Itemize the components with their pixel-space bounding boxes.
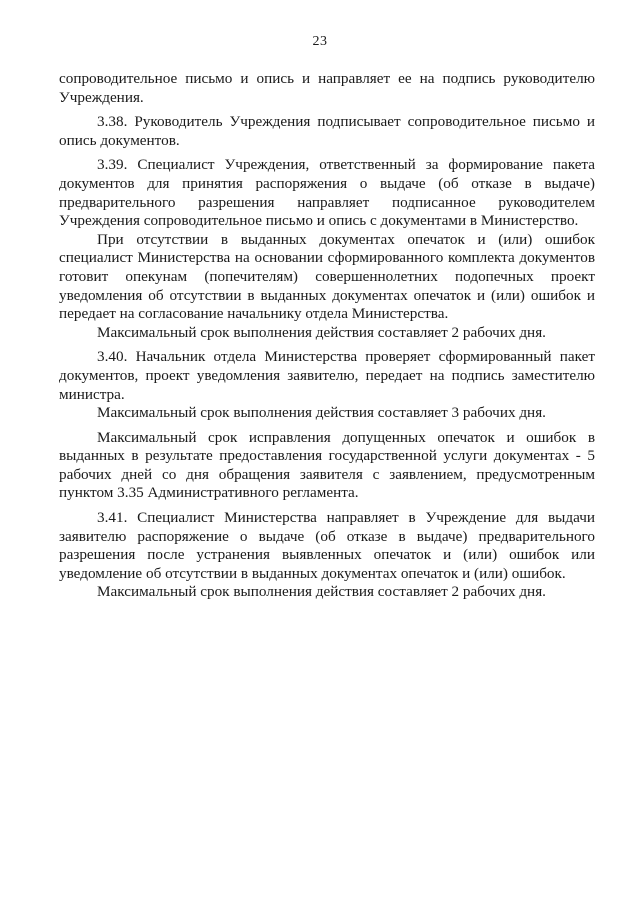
paragraph-3-38: 3.38. Руководитель Учреждения подписывает сопроводительное письмо и опись документов. [59,113,595,149]
page-number: 23 [312,34,328,49]
paragraph-deadline-3: Максимальный срок выполнения действия составляет 2 рабочих дня. [97,583,546,601]
document-body [59,70,595,602]
paragraph-3-39: 3.39. Специалист Учреждения, ответственный за формирование пакета документов для принятия распоряжения о выдаче (об отказе в выдаче) предварительного разрешения направляет подписанное руководителем Учреждения сопроводительное письмо и опись с документами в Министерство. [59,156,595,230]
paragraph-correction-deadline: Максимальный срок исправления допущенных опечаток и ошибок в выданных в результате предоставления государственной услуги документах - 5 рабочих дней со дня обращения заявителя с заявлением, предусмотренным пунктом 3.35 Административного регламента. [59,428,595,502]
paragraph-3-41: 3.41. Специалист Министерства направляет в Учреждение для выдачи заявителю распоряжение о выдаче (об отказе в выдаче) предварительного разрешения после устранения выявленных опечаток и (или) ошибок или уведомление об отсутствии в выданных документах опечаток и (или) ошибок. [59,509,595,582]
paragraph-3-40: 3.40. Начальник отдела Министерства проверяет сформированный пакет документов, проект уведомления заявителю, передает на подпись заместителю министра. [59,348,595,403]
paragraph-continuation: сопроводительное письмо и опись и направляет ее на подпись руководителю Учреждения. [59,70,595,106]
paragraph-deadline-2: Максимальный срок выполнения действия составляет 3 рабочих дня. [97,404,546,422]
paragraph-no-errors: При отсутствии в выданных документах опечаток и (или) ошибок специалист Министерства на основании сформированного комплекта документов готовит опекунам (попечителям) совершеннолетних подопечных проект уведомления об отсутствии в выданных документах опечаток и (или) ошибок и передает на согласование начальнику отдела Министерства. [59,230,595,323]
paragraph-deadline-1: Максимальный срок выполнения действия составляет 2 рабочих дня. [97,323,546,341]
